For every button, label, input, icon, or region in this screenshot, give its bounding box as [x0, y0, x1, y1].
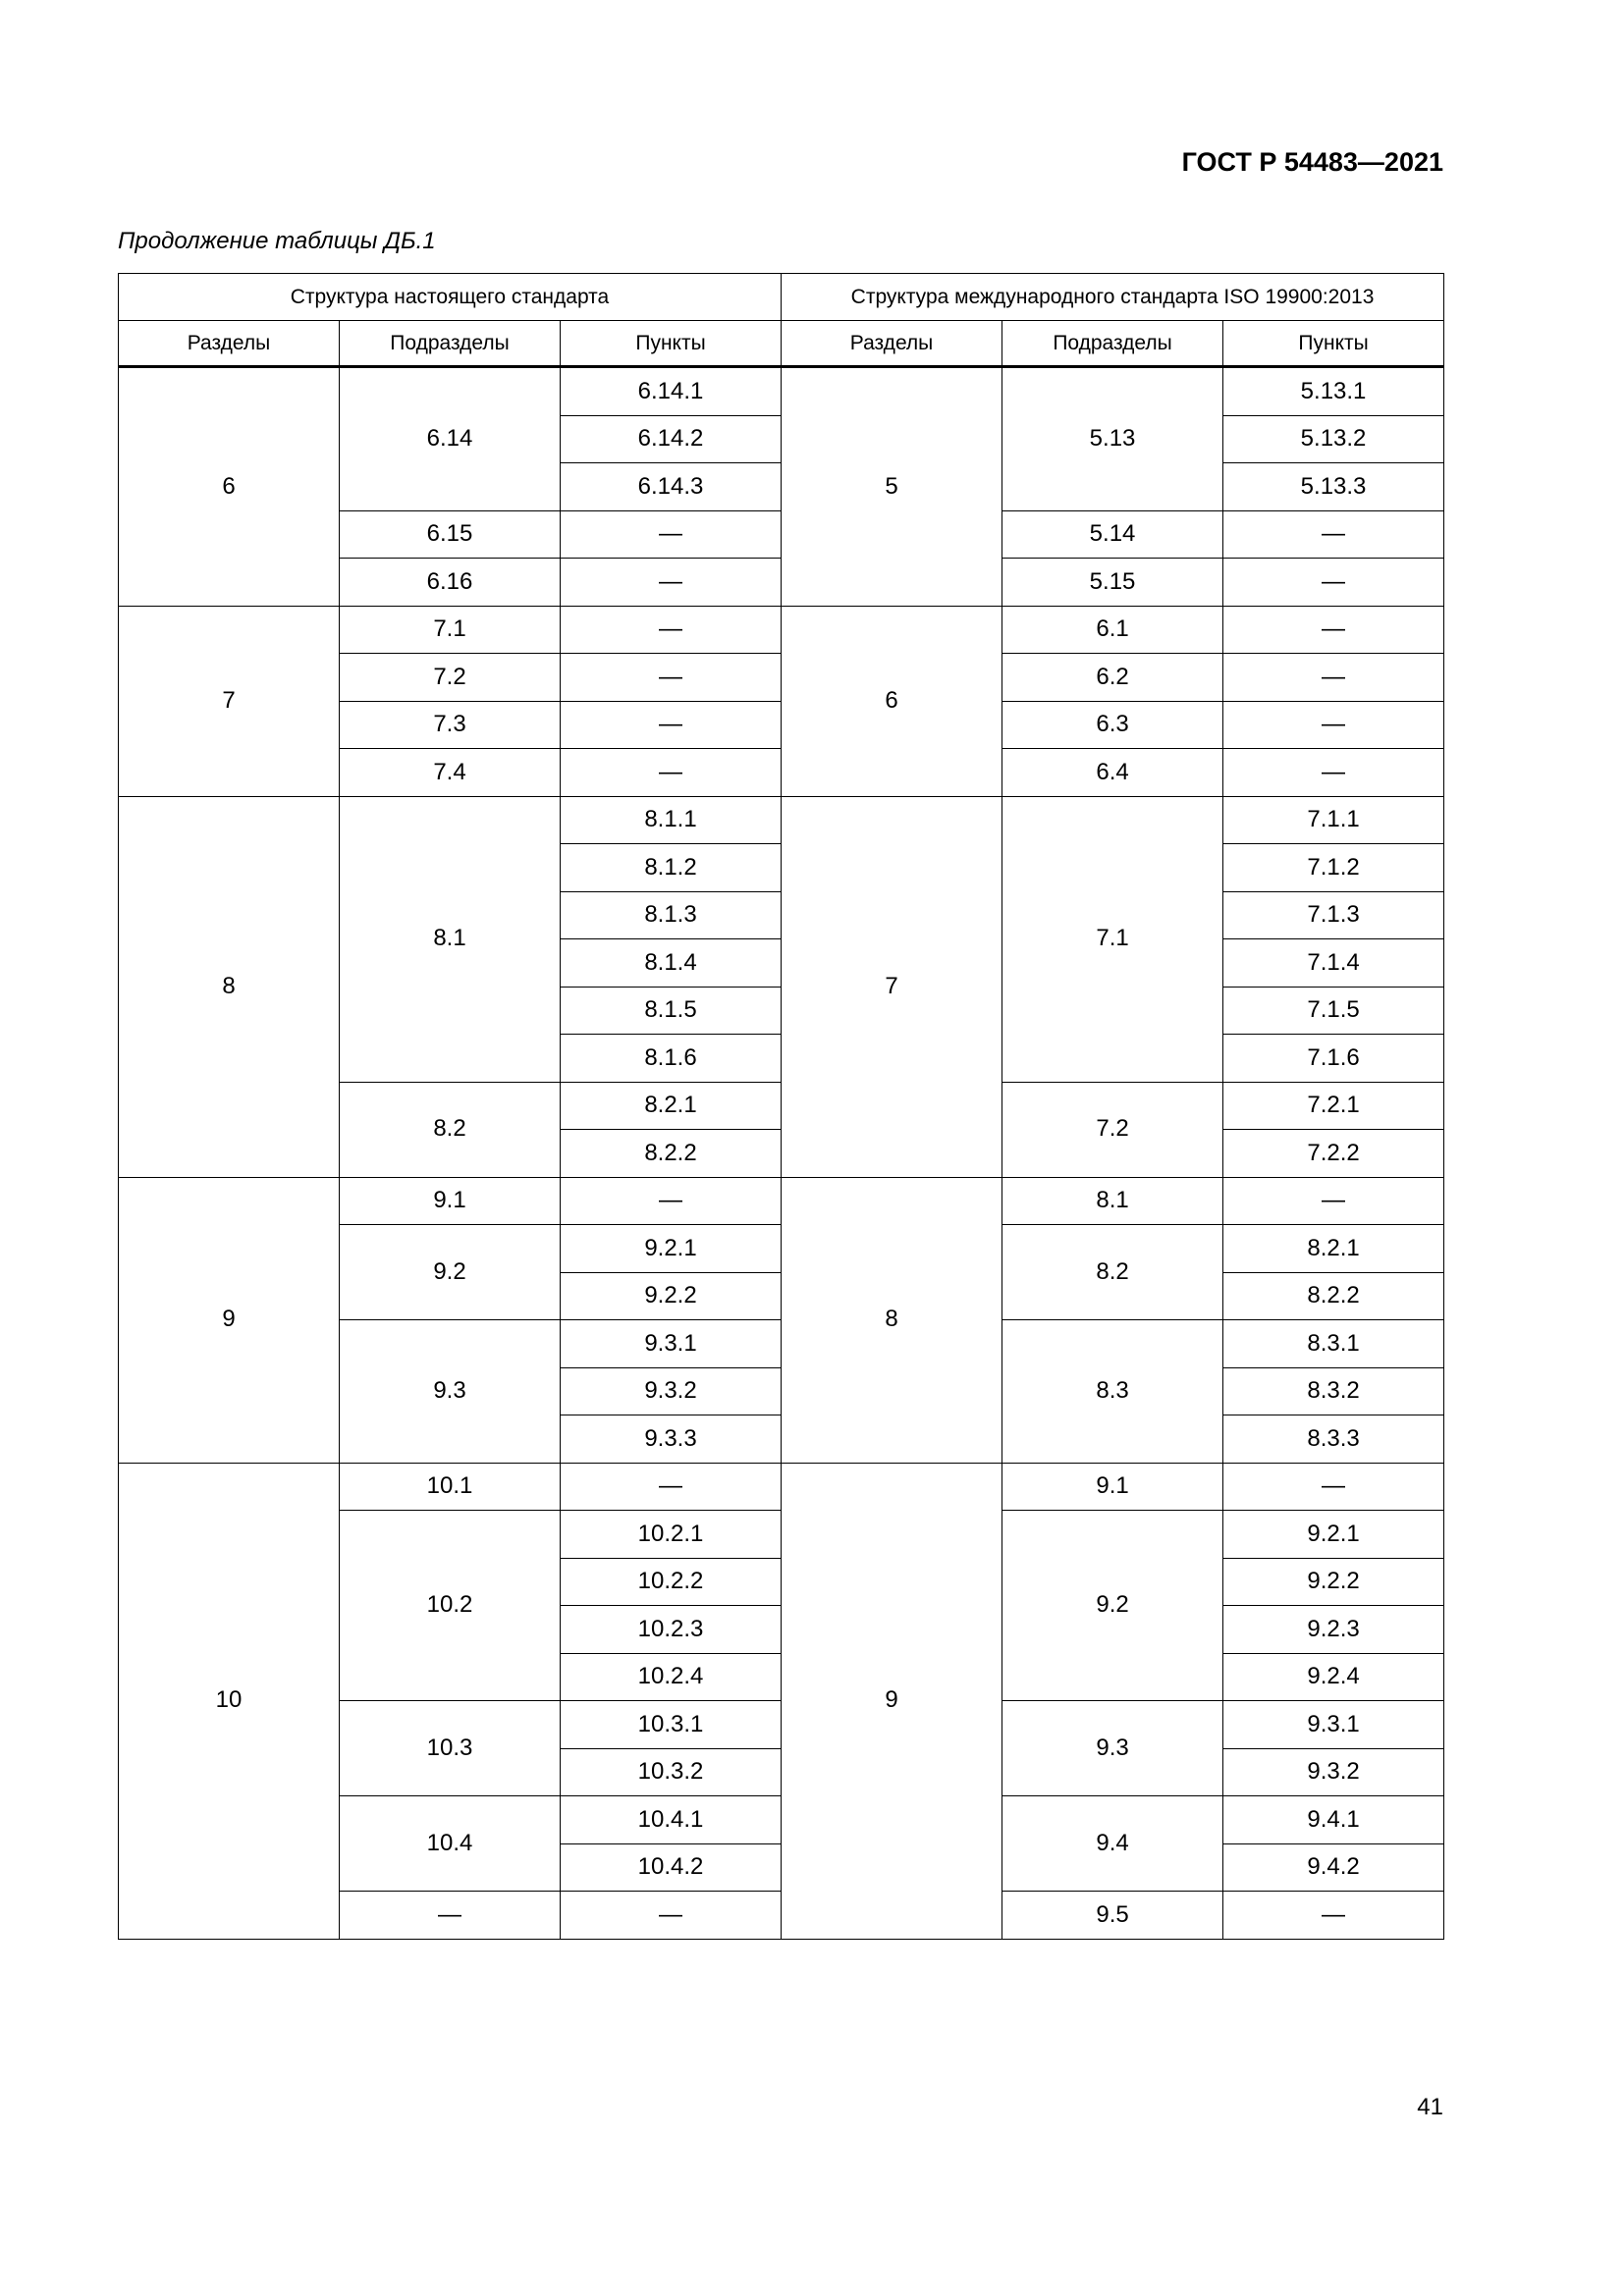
table-cell: 9.2.1 — [561, 1225, 782, 1273]
table-cell: 8 — [119, 796, 340, 1177]
table-cell: 9.2.2 — [561, 1272, 782, 1320]
table-cell: 8.2.2 — [561, 1130, 782, 1178]
table-cell: 6.14.2 — [561, 415, 782, 463]
table-cell: 7.2.2 — [1223, 1130, 1444, 1178]
table-cell: 8.1.2 — [561, 844, 782, 892]
column-header: Подразделы — [340, 321, 561, 367]
table-cell: 5.13.3 — [1223, 463, 1444, 511]
table-cell: — — [1223, 1892, 1444, 1940]
group-header-national: Структура настоящего стандарта — [119, 274, 782, 321]
table-cell: 8.1.4 — [561, 939, 782, 988]
table-cell: 8.1.6 — [561, 1035, 782, 1083]
table-cell: 8.2.2 — [1223, 1272, 1444, 1320]
table-cell: — — [561, 1177, 782, 1225]
table-cell: 6.14 — [340, 367, 561, 511]
table-cell: 7.1.2 — [1223, 844, 1444, 892]
table-cell: 10.2.4 — [561, 1653, 782, 1701]
table-cell: 9.2.1 — [1223, 1511, 1444, 1559]
table-cell: 8.1 — [1002, 1177, 1223, 1225]
table-cell: 8.2 — [1002, 1225, 1223, 1320]
table-cell: 8.3.3 — [1223, 1415, 1444, 1464]
table-cell: — — [1223, 749, 1444, 797]
table-cell: — — [561, 1463, 782, 1511]
table-cell: 9.2.4 — [1223, 1653, 1444, 1701]
table-body — [119, 367, 1444, 1940]
table-row — [119, 1463, 1444, 1511]
table-cell: — — [1223, 1463, 1444, 1511]
group-header-row — [119, 274, 1444, 321]
table-cell: 10.4.2 — [561, 1843, 782, 1892]
table-cell: 9.3.2 — [1223, 1748, 1444, 1796]
table-cell: 7.4 — [340, 749, 561, 797]
table-cell: 6.16 — [340, 559, 561, 607]
table-cell: 7.1.3 — [1223, 891, 1444, 939]
table-cell: 9.3.3 — [561, 1415, 782, 1464]
table-cell: 9.4.2 — [1223, 1843, 1444, 1892]
column-header: Пункты — [1223, 321, 1444, 367]
table-cell: — — [561, 559, 782, 607]
table-row — [119, 606, 1444, 654]
table-cell: 9 — [119, 1177, 340, 1463]
table-cell: — — [561, 510, 782, 559]
table-cell: 7 — [119, 606, 340, 796]
table-cell: 6.14.3 — [561, 463, 782, 511]
table-cell: 9.3.1 — [561, 1320, 782, 1368]
table-cell: 9.3.1 — [1223, 1701, 1444, 1749]
column-header: Подразделы — [1002, 321, 1223, 367]
table-cell: 7.1.4 — [1223, 939, 1444, 988]
table-cell: 6.2 — [1002, 654, 1223, 702]
table-cell: — — [561, 606, 782, 654]
group-header-international: Структура международного стандарта ISO 19900:2013 — [782, 274, 1444, 321]
table-cell: — — [1223, 510, 1444, 559]
table-cell: 10.3.2 — [561, 1748, 782, 1796]
table-cell: 8.1.3 — [561, 891, 782, 939]
table-cell: 10.1 — [340, 1463, 561, 1511]
table-cell: 5.14 — [1002, 510, 1223, 559]
table-cell: 9.4 — [1002, 1796, 1223, 1892]
table-cell: 9.1 — [1002, 1463, 1223, 1511]
table-cell: — — [1223, 559, 1444, 607]
table-cell: 8.2 — [340, 1082, 561, 1177]
table-cell: 6 — [782, 606, 1002, 796]
structure-comparison-table — [118, 273, 1444, 1940]
table-cell: 6 — [119, 367, 340, 607]
table-cell: — — [561, 1892, 782, 1940]
table-cell: 6.1 — [1002, 606, 1223, 654]
table-cell: 10.2 — [340, 1511, 561, 1701]
table-cell: 6.14.1 — [561, 367, 782, 416]
table-cell: 9.3 — [1002, 1701, 1223, 1796]
table-cell: 7.1.6 — [1223, 1035, 1444, 1083]
table-cell: 5.13 — [1002, 367, 1223, 511]
table-cell: 10.2.3 — [561, 1606, 782, 1654]
table-cell: 5 — [782, 367, 1002, 607]
table-cell: 10 — [119, 1463, 340, 1939]
table-cell: 7.1.1 — [1223, 796, 1444, 844]
table-cell: 7.2 — [1002, 1082, 1223, 1177]
table-cell: 8.1.5 — [561, 987, 782, 1035]
column-header: Разделы — [119, 321, 340, 367]
table-cell: 5.15 — [1002, 559, 1223, 607]
column-header: Разделы — [782, 321, 1002, 367]
table-cell: 7.3 — [340, 701, 561, 749]
table-cell: 8.1 — [340, 796, 561, 1082]
table-cell: — — [561, 654, 782, 702]
table-cell: 10.3 — [340, 1701, 561, 1796]
table-caption: Продолжение таблицы ДБ.1 — [118, 228, 436, 254]
table-cell: 9.1 — [340, 1177, 561, 1225]
table-cell: — — [1223, 701, 1444, 749]
table-row — [119, 367, 1444, 416]
page-number: 41 — [1417, 2094, 1443, 2120]
table-cell: — — [1223, 654, 1444, 702]
table-cell: 7.1 — [340, 606, 561, 654]
table-cell: 8.3.1 — [1223, 1320, 1444, 1368]
table-cell: 10.2.1 — [561, 1511, 782, 1559]
table-row — [119, 796, 1444, 844]
table-cell: 9.2.3 — [1223, 1606, 1444, 1654]
table-cell: 6.15 — [340, 510, 561, 559]
table-cell: 7 — [782, 796, 1002, 1177]
column-header: Пункты — [561, 321, 782, 367]
table-cell: 9.5 — [1002, 1892, 1223, 1940]
table-cell: 5.13.2 — [1223, 415, 1444, 463]
table-cell: 7.1 — [1002, 796, 1223, 1082]
table-cell: 8.3 — [1002, 1320, 1223, 1464]
table-cell: 5.13.1 — [1223, 367, 1444, 416]
table-cell: 9.3 — [340, 1320, 561, 1464]
table-cell: 10.2.2 — [561, 1558, 782, 1606]
column-header-row — [119, 321, 1444, 367]
table-cell: 7.2.1 — [1223, 1082, 1444, 1130]
table-cell: 8 — [782, 1177, 1002, 1463]
table-cell: 9.2 — [340, 1225, 561, 1320]
table-cell: 9.4.1 — [1223, 1796, 1444, 1844]
table-cell: 9.2 — [1002, 1511, 1223, 1701]
table-cell: 8.2.1 — [1223, 1225, 1444, 1273]
table-cell: — — [1223, 1177, 1444, 1225]
table-cell: 8.3.2 — [1223, 1367, 1444, 1415]
document-code: ГОСТ Р 54483—2021 — [1181, 147, 1443, 177]
table-cell: 9.2.2 — [1223, 1558, 1444, 1606]
table-cell: 8.1.1 — [561, 796, 782, 844]
table-cell: 9.3.2 — [561, 1367, 782, 1415]
table-cell: — — [561, 749, 782, 797]
table-cell: 6.4 — [1002, 749, 1223, 797]
table-row — [119, 1177, 1444, 1225]
table-cell: — — [340, 1892, 561, 1940]
table-cell: 6.3 — [1002, 701, 1223, 749]
table-cell: 7.1.5 — [1223, 987, 1444, 1035]
table-cell: 10.3.1 — [561, 1701, 782, 1749]
table-cell: 8.2.1 — [561, 1082, 782, 1130]
table-cell: — — [561, 701, 782, 749]
table-cell: 7.2 — [340, 654, 561, 702]
table-cell: 10.4 — [340, 1796, 561, 1892]
table-cell: 10.4.1 — [561, 1796, 782, 1844]
table-cell: 9 — [782, 1463, 1002, 1939]
table-cell: — — [1223, 606, 1444, 654]
